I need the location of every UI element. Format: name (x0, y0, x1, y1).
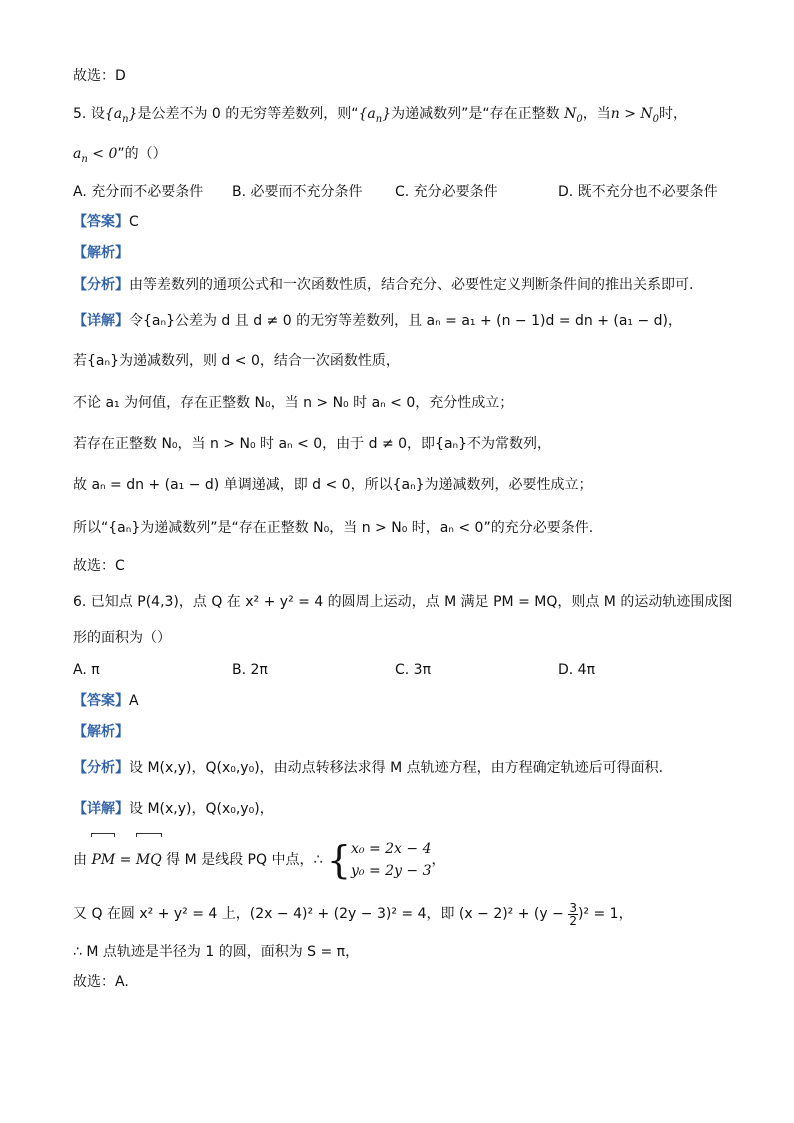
prev-answer-line: 故选：D (73, 68, 126, 84)
q6-xiangjie-line1: 【详解】设 M(x,y)，Q(x₀,y₀)， (73, 801, 274, 817)
system-brace: { (326, 838, 352, 882)
q5-seq: $\{a_n\}$ (104, 106, 138, 125)
q5-answer-tag: 【答案】 (73, 214, 129, 230)
vector-pm: PM (91, 836, 115, 884)
q5-option-a: A. 充分而不必要条件 (73, 184, 204, 200)
q6-xiangjie-line2: 由 PM = MQ 得 M 是线段 PQ 中点，∴ { x₀ = 2x − 4 y₀ = 2y − 3 ， (73, 838, 446, 882)
q6-option-a: A. π (73, 662, 100, 678)
q5-seq2: $\{a_n\}$ (358, 106, 392, 125)
q5-answer-value: C (129, 214, 139, 230)
q6-answer (73, 691, 139, 711)
q5-stem-a: 设 (90, 106, 105, 122)
q5-xiangjie-line3: 不论 a₁ 为何值，存在正整数 N₀，当 n > N₀ 时 aₙ < 0，充分性成立； (73, 395, 514, 411)
q5-an: $a_n < 0$ (73, 146, 118, 165)
q5-stem-e: 时， (659, 106, 688, 122)
q5-option-b: B. 必要而不充分条件 (232, 184, 363, 200)
q6-xiangjie-line4: ∴ M 点轨迹是半径为 1 的圆，面积为 S = π， (73, 944, 360, 960)
q5-stem-end: ”的（） (117, 146, 167, 162)
q5-option-c: C. 充分必要条件 (395, 184, 498, 200)
q5-stem-line2 (73, 144, 167, 170)
q5-answer (73, 212, 139, 232)
q5-option-d: D. 既不充分也不必要条件 (558, 184, 718, 200)
q6-option-c: C. 3π (395, 662, 432, 678)
q6-answer-value: A (129, 693, 139, 709)
fraction-3-2: $\frac{3}{2}$ (569, 900, 577, 928)
q6-answer-tag: 【答案】 (73, 693, 129, 709)
q5-stem-c: 为递减数列”是“存在正整数 (391, 106, 560, 122)
q6-option-d: D. 4π (558, 662, 596, 678)
q5-number: 5. (73, 106, 87, 122)
q6-stem-line1: 6. 已知点 P(4,3)，点 Q 在 x² + y² = 4 的圆周上运动，点 M 满足 PM = MQ，则点 M 的运动轨迹围成图 (73, 594, 733, 610)
q5-stem-b: 是公差不为 0 的无穷等差数列，则“ (137, 106, 359, 122)
q5-n0: $N_0$ (564, 106, 583, 125)
q5-xiangjie-line6: 所以“{aₙ}为递减数列”是“存在正整数 N₀，当 n > N₀ 时，aₙ < 0”的充分必要条件. (73, 520, 594, 536)
q5-fenxi: 【分析】由等差数列的通项公式和一次函数性质，结合充分、必要性定义判断条件间的推出关系即可. (73, 277, 694, 293)
q5-stem-line1 (73, 104, 687, 130)
q5-xiangjie-line4: 若存在正整数 N₀，当 n > N₀ 时 aₙ < 0，由于 d ≠ 0，即{aₙ}不为常数列， (73, 436, 552, 452)
q5-stem-d: ，当 (582, 106, 611, 122)
q6-fenxi: 【分析】设 M(x,y)，Q(x₀,y₀)，由动点转移法求得 M 点轨迹方程，由方程确定轨迹后可得面积. (73, 760, 664, 776)
q5-cond: $n > N_0$ (610, 106, 660, 125)
q5-analysis-tag: 【解析】 (73, 245, 129, 261)
q6-analysis-tag: 【解析】 (73, 724, 129, 740)
q6-stem-line2: 形的面积为（） (73, 630, 171, 646)
q5-xiangjie-line5: 故 aₙ = dn + (a₁ − d) 单调递减，即 d < 0，所以{aₙ}为递减数列，必要性成立； (73, 477, 593, 493)
q6-option-b: B. 2π (232, 662, 268, 678)
q5-xiangjie-line2: 若{aₙ}为递减数列，则 d < 0，结合一次函数性质， (73, 353, 400, 369)
vector-mq: MQ (136, 836, 162, 884)
q5-final: 故选：C (73, 558, 125, 574)
equation-system: x₀ = 2x − 4 y₀ = 2y − 3 (351, 841, 432, 879)
q6-final: 故选：A. (73, 974, 129, 990)
q6-xiangjie-line3: 又 Q 在圆 x² + y² = 4 上，(2x − 4)² + (2y − 3)² = 4，即 (x − 2)² + (y − $\frac{3}{2}$ )² = 1， (73, 900, 633, 928)
q5-xiangjie-line1: 【详解】令{aₙ}公差为 d 且 d ≠ 0 的无穷等差数列，且 aₙ = a₁ + (n − 1)d = dn + (a₁ − d)， (73, 313, 683, 329)
